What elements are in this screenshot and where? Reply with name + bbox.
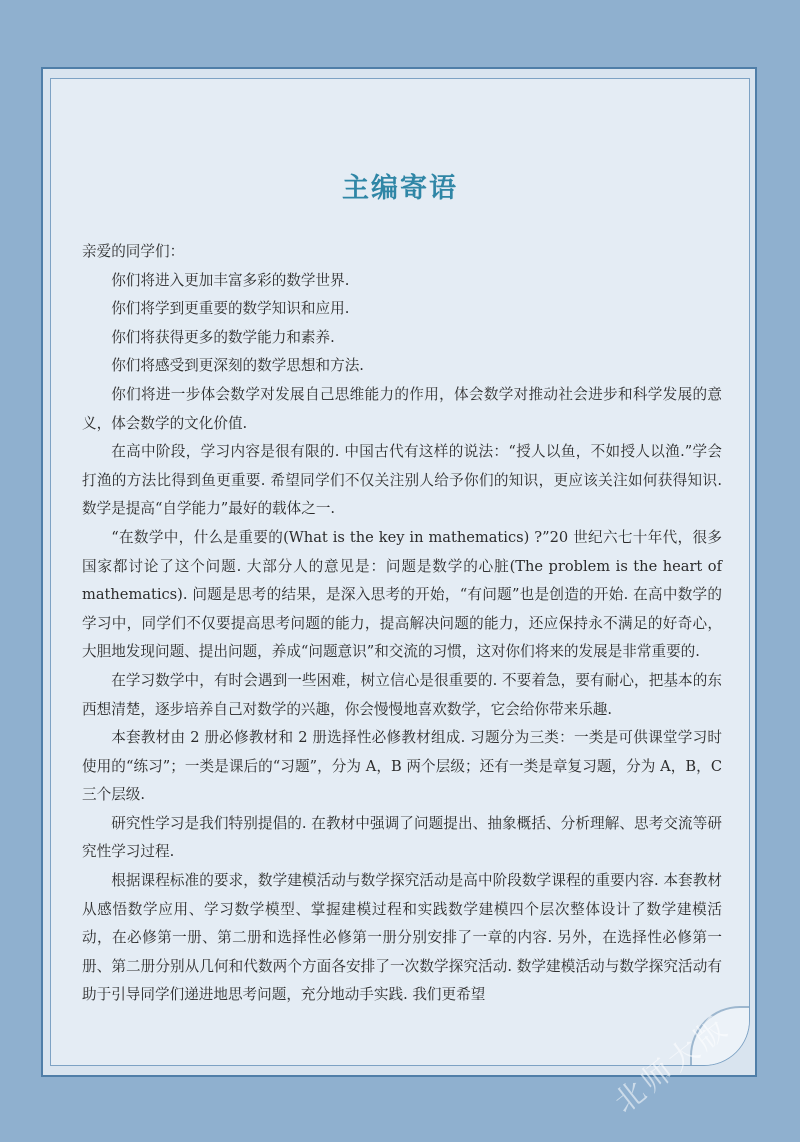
paragraph: 你们将进入更加丰富多彩的数学世界. <box>111 271 350 289</box>
paragraph: “在数学中，什么是重要的(What is the key in mathematics) ?”20 世纪六七十年代，很多国家都讨论了这个问题. 大部分人的意见是：问题是数学的心脏(The problem is the heart of mathematics). 问题是思考的结果，是深入思考的开始，“有问题”也是创造的开始. 在高中数学的学习中，同学们不仅要提高思考问题的能力，提高解决问题的能力，还应保持永不满足的好奇心，大胆地发现问题、提出问题，养成“问题意识”和交流的习惯，这对你们将来的发展是非常重要的. <box>82 528 722 661</box>
paragraph: 根据课程标准的要求，数学建模活动与数学探究活动是高中阶段数学课程的重要内容. 本套教材从感悟数学应用、学习数学模型、掌握建模过程和实践数学建模四个层次整体设计了数学建模活动，在必修第一册、第二册和选择性必修第一册分别安排了一章的内容. 另外，在选择性必修第一册、第二册分别从几何和代数两个方面各安排了一次数学探究活动. 数学建模活动与数学探究活动有助于引导同学们递进地思考问题，充分地动手实践. 我们更希望 <box>82 872 722 1004</box>
letter-body <box>82 238 722 1010</box>
salutation: 亲爱的同学们： <box>82 243 185 260</box>
paragraph: 本套教材由 2 册必修教材和 2 册选择性必修教材组成. 习题分为三类：一类是可供课堂学习时使用的“练习”；一类是课后的“习题”，分为 A，B 两个层级；还有一类是章复习题，分为 A，B，C 三个层级. <box>82 729 722 804</box>
publisher-watermark: 北师大版 <box>607 1009 737 1121</box>
paragraph: 在高中阶段，学习内容是很有限的. 中国古代有这样的说法：“授人以鱼，不如授人以渔.”学会打渔的方法比得到鱼更重要. 希望同学们不仅关注别人给予你们的知识，更应该关注如何获得知识. 数学是提高“自学能力”最好的载体之一. <box>82 443 722 518</box>
paragraph: 你们将学到更重要的数学知识和应用. <box>111 300 350 318</box>
paragraph: 在学习数学中，有时会遇到一些困难，树立信心是很重要的. 不要着急，要有耐心，把基本的东西想清楚，逐步培养自己对数学的兴趣，你会慢慢地喜欢数学，它会给你带来乐趣. <box>82 671 722 718</box>
paragraph: 你们将进一步体会数学对发展自己思维能力的作用，体会数学对推动社会进步和科学发展的意义，体会数学的文化价值. <box>82 385 722 432</box>
paragraph: 研究性学习是我们特别提倡的. 在教材中强调了问题提出、抽象概括、分析理解、思考交流等研究性学习过程. <box>82 814 722 861</box>
page-title: 主编寄语 <box>342 173 458 204</box>
paragraph: 你们将获得更多的数学能力和素养. <box>111 328 335 346</box>
paragraph: 你们将感受到更深刻的数学思想和方法. <box>111 357 364 375</box>
